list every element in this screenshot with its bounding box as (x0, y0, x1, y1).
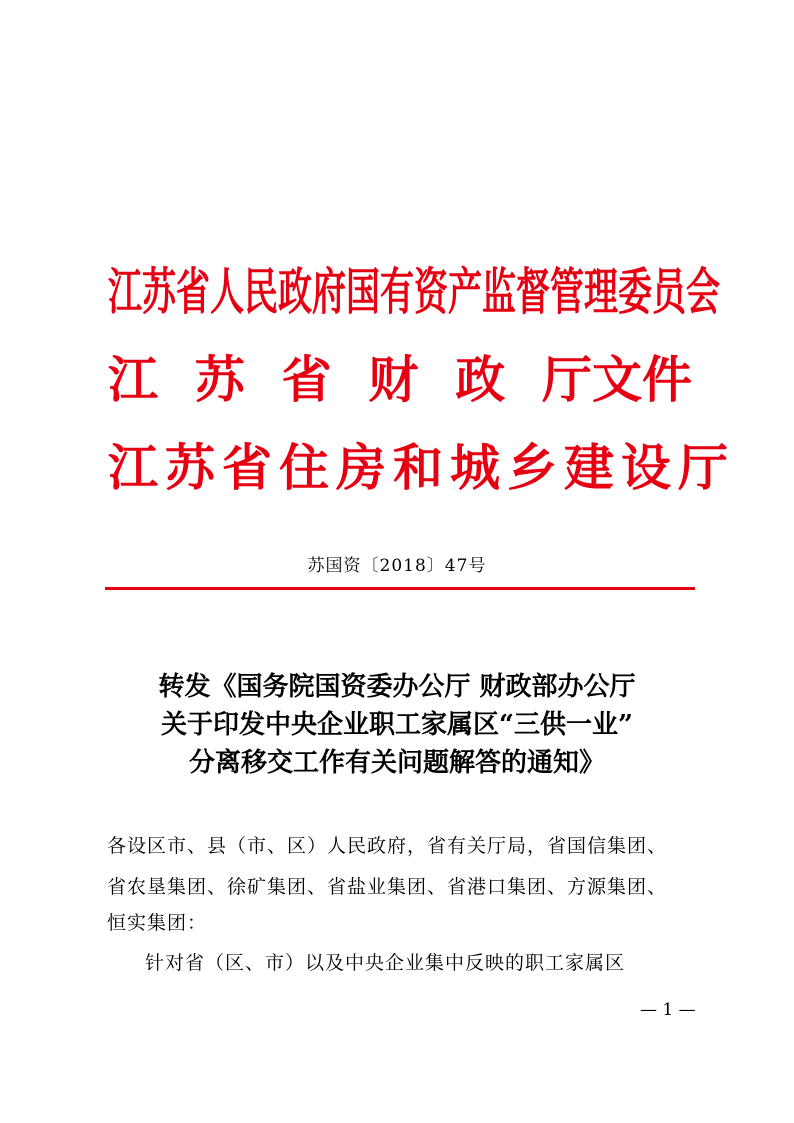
salutation-line-1: 各设区市、县（市、区）人民政府，省有关厅局，省国信集团、 (107, 835, 668, 857)
title-line-2: 关于印发中央企业职工家属区“三供一业” (161, 710, 633, 740)
issuer-char: 省 (281, 350, 332, 409)
body-paragraph-start: 针对省（区、市）以及中央企业集中反映的职工家属区 (145, 952, 626, 974)
page-number: — 1 — (640, 1000, 696, 1020)
issuer-char: 政 (455, 350, 506, 409)
issuer-line-housing-dept: 江苏省住房和城乡建设厅 (108, 438, 735, 497)
title-line-1: 转发《国务院国资委办公厅 财政部办公厅 (158, 672, 636, 702)
red-separator-rule (105, 587, 695, 590)
issuer-line-sasac: 江苏省人民政府国有资产监督管理委员会 (108, 262, 720, 321)
issuer-char: 江 (108, 350, 158, 409)
salutation-line-3: 恒实集团： (107, 912, 208, 934)
issuer-char: 厅文件 (541, 350, 692, 409)
salutation-line-2: 省农垦集团、徐矿集团、省盐业集团、省港口集团、方源集团、 (107, 876, 668, 898)
document-title (0, 668, 794, 782)
issuer-line-finance-dept (108, 350, 692, 410)
issuer-char: 财 (368, 350, 419, 409)
issuer-char: 苏 (194, 350, 245, 409)
title-line-3: 分离移交工作有关问题解答的通知》 (188, 748, 605, 778)
document-number: 苏国资〔2018〕47号 (307, 556, 487, 576)
